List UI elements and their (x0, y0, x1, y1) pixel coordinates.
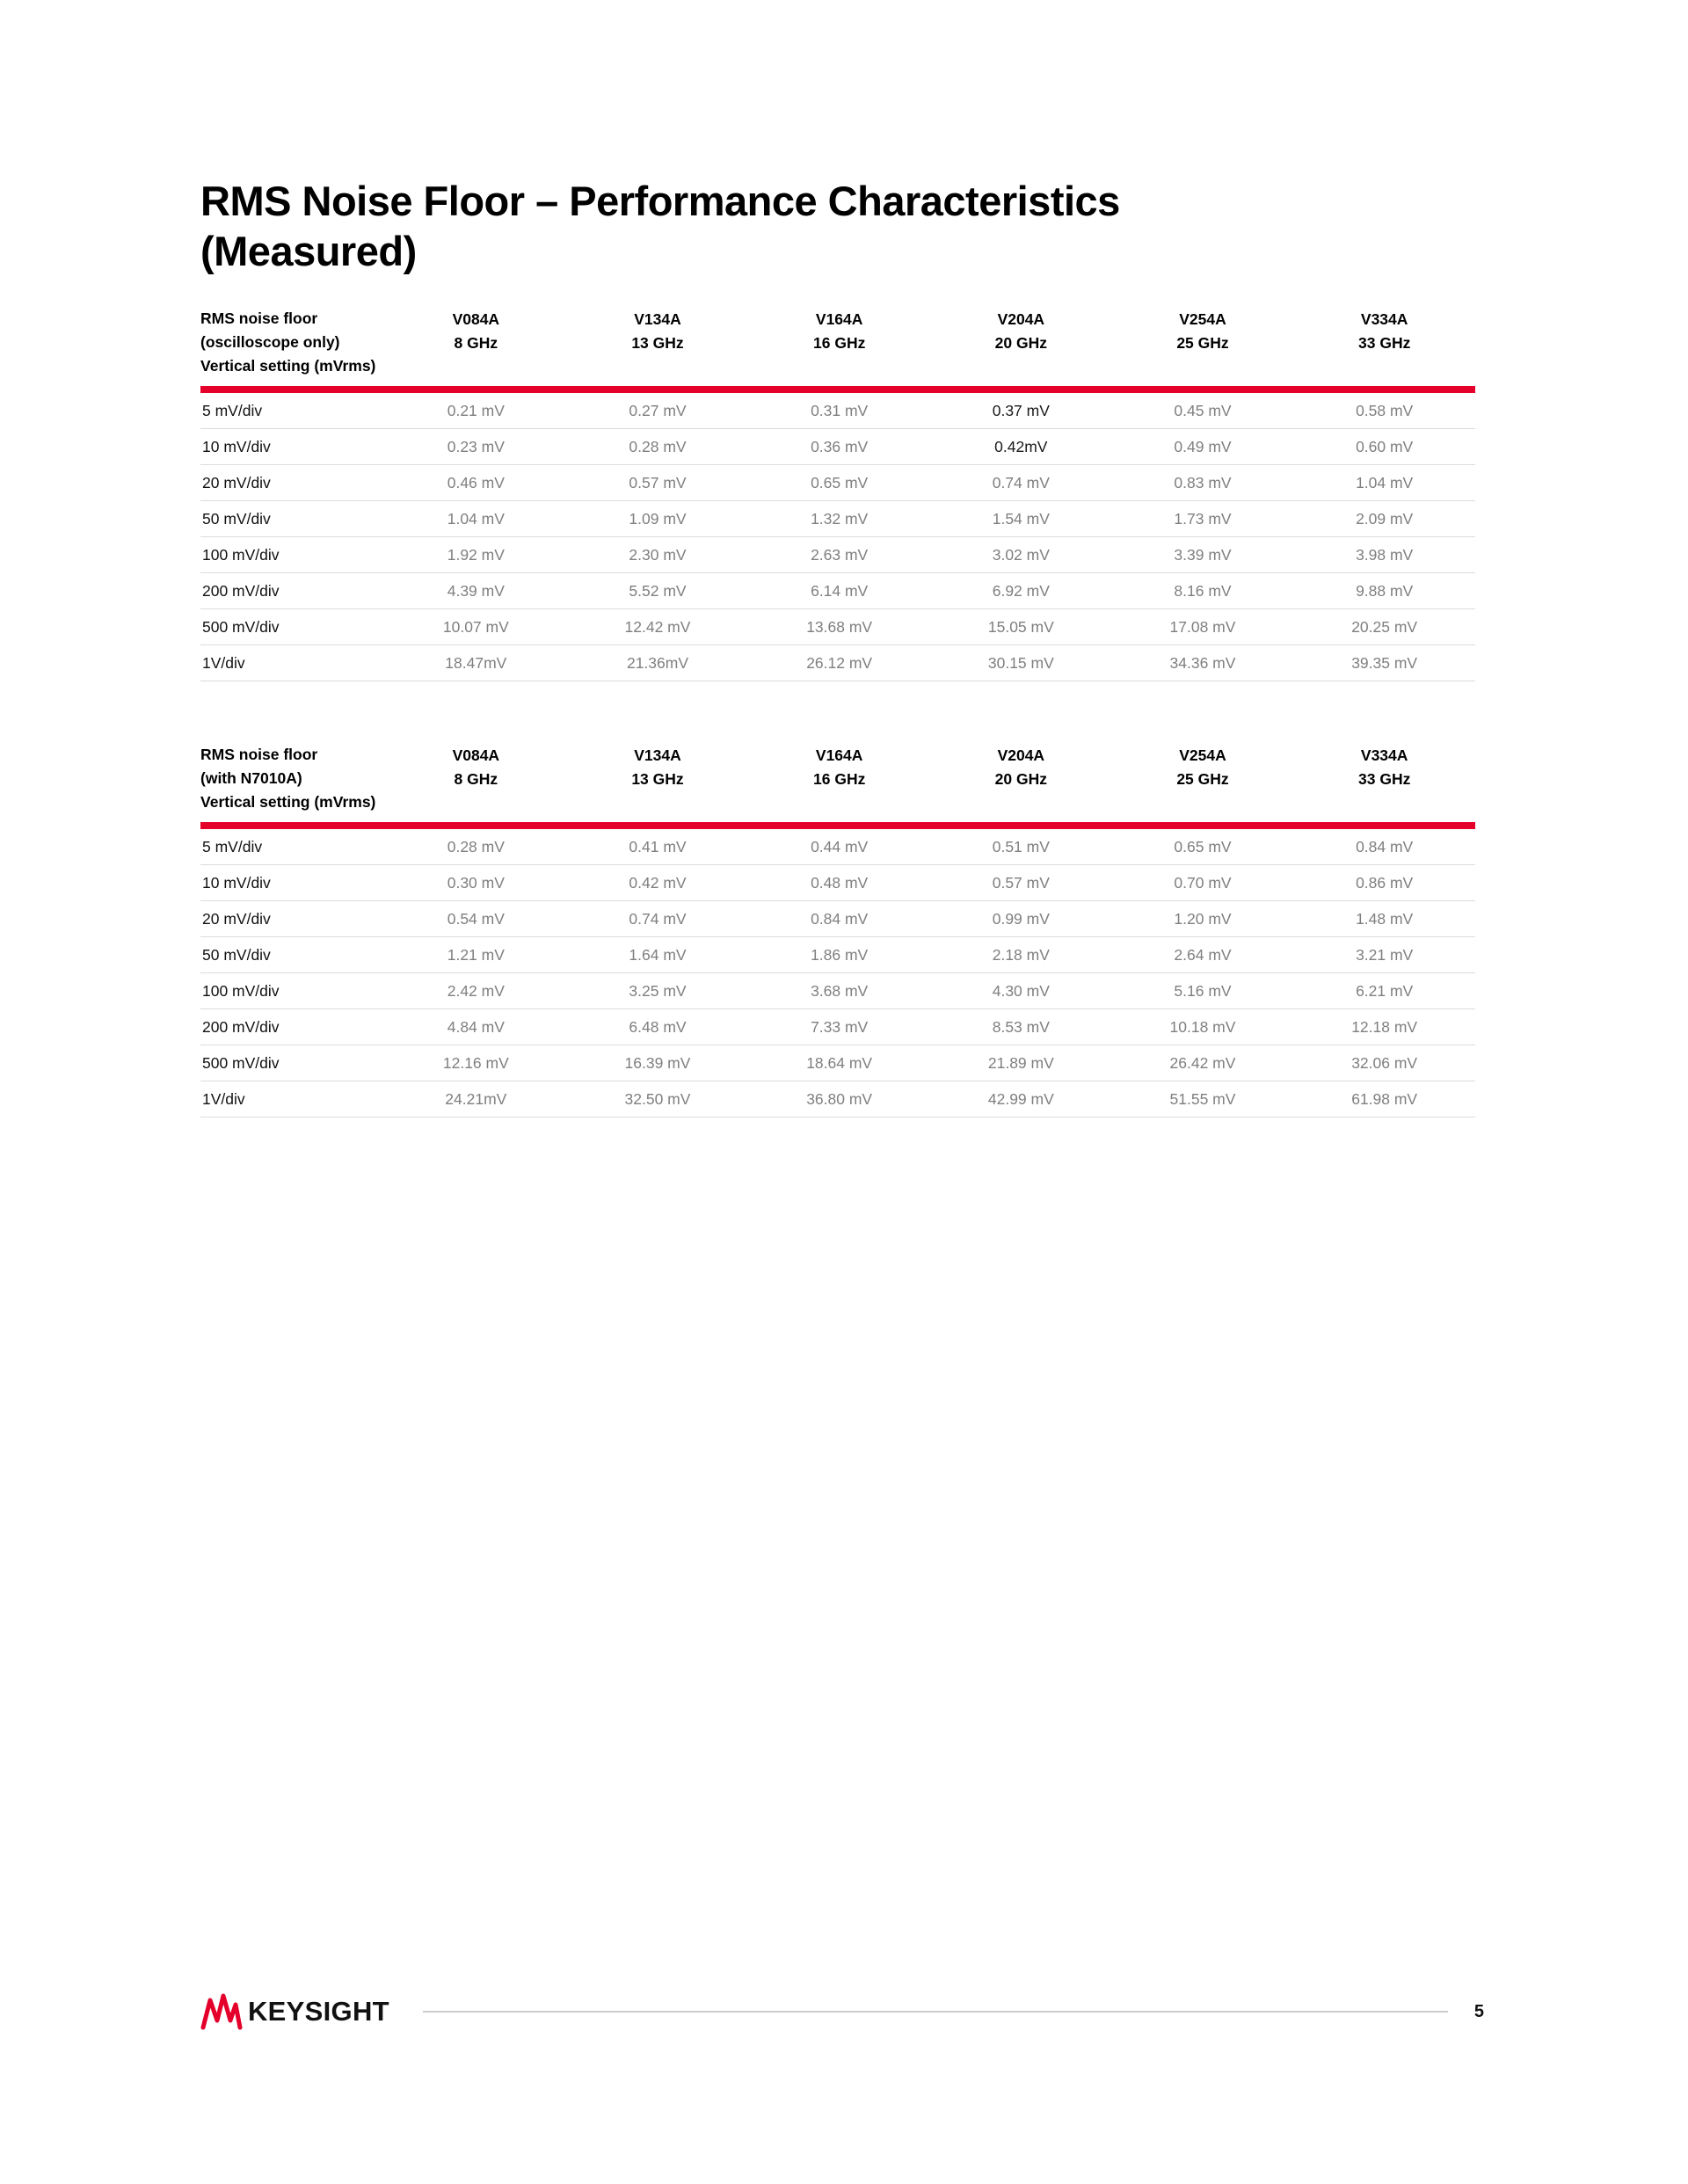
value-cell: 16.39 mV (624, 1053, 691, 1072)
column-frequency: 20 GHz (994, 770, 1047, 789)
value-cell: 12.42 mV (624, 617, 691, 636)
table-row (200, 829, 1475, 865)
value-cell: 4.30 mV (992, 981, 1050, 1000)
value-cell: 24.21mV (445, 1089, 507, 1108)
value-cell: 0.27 mV (629, 401, 687, 419)
value-cell: 0.31 mV (811, 401, 869, 419)
column-model: V134A (634, 309, 681, 328)
table-caption (200, 307, 385, 378)
table-row (200, 537, 1475, 573)
value-cell: 8.53 mV (992, 1017, 1050, 1036)
value-cell: 42.99 mV (987, 1089, 1054, 1108)
table-row (200, 573, 1475, 609)
value-cell: 0.83 mV (1174, 473, 1232, 491)
row-label: 500 mV/div (202, 1053, 280, 1072)
table-caption-line: (oscilloscope only) (200, 332, 340, 351)
row-label: 5 mV/div (202, 401, 263, 419)
value-cell: 0.46 mV (447, 473, 505, 491)
value-cell: 0.65 mV (1174, 837, 1232, 855)
column-frequency: 16 GHz (813, 333, 866, 352)
value-cell: 0.60 mV (1356, 437, 1414, 455)
value-cell: 36.80 mV (806, 1089, 873, 1108)
value-cell: 10.18 mV (1169, 1017, 1236, 1036)
column-header-v164a (748, 743, 930, 791)
page-number: 5 (1473, 2001, 1484, 2021)
column-frequency: 16 GHz (813, 770, 866, 789)
value-cell: 32.50 mV (624, 1089, 691, 1108)
table-body (200, 393, 1475, 681)
value-cell: 0.70 mV (1174, 873, 1232, 892)
value-cell: 0.86 mV (1356, 873, 1414, 892)
row-label: 50 mV/div (202, 509, 271, 528)
value-cell: 21.36mV (626, 653, 689, 672)
value-cell: 0.30 mV (447, 873, 505, 892)
value-cell: 6.48 mV (629, 1017, 687, 1036)
value-cell: 18.64 mV (806, 1053, 873, 1072)
value-cell: 0.99 mV (992, 909, 1050, 928)
column-model: V204A (997, 309, 1045, 328)
value-cell: 0.45 mV (1174, 401, 1232, 419)
value-cell: 3.21 mV (1356, 945, 1414, 964)
value-cell: 0.65 mV (811, 473, 869, 491)
footer-divider (423, 2011, 1448, 2013)
column-header-v204a (930, 743, 1112, 791)
value-cell: 0.21 mV (447, 401, 505, 419)
value-cell: 6.92 mV (992, 581, 1050, 600)
value-cell: 1.04 mV (1356, 473, 1414, 491)
table-row (200, 501, 1475, 537)
page-content (200, 176, 1475, 1117)
value-cell: 21.89 mV (987, 1053, 1054, 1072)
value-cell: 1.09 mV (629, 509, 687, 528)
value-cell: 1.54 mV (992, 509, 1050, 528)
value-cell: 12.16 mV (442, 1053, 509, 1072)
value-cell: 0.49 mV (1174, 437, 1232, 455)
value-cell: 0.23 mV (447, 437, 505, 455)
table-rms-noise-oscilloscope-only (200, 307, 1475, 681)
row-label: 100 mV/div (202, 545, 280, 564)
table-header (200, 307, 1475, 386)
value-cell: 0.42mV (994, 437, 1048, 455)
column-model: V334A (1360, 746, 1408, 765)
value-cell: 0.84 mV (1356, 837, 1414, 855)
value-cell: 1.21 mV (447, 945, 505, 964)
column-header-v164a (748, 307, 930, 355)
row-label: 200 mV/div (202, 1017, 280, 1036)
column-frequency: 33 GHz (1358, 770, 1411, 789)
value-cell: 26.42 mV (1169, 1053, 1236, 1072)
column-header-v084a (385, 743, 567, 791)
column-header-v084a (385, 307, 567, 355)
keysight-logo (200, 1993, 389, 2030)
column-frequency: 8 GHz (454, 333, 498, 352)
value-cell: 51.55 mV (1169, 1089, 1236, 1108)
value-cell: 0.57 mV (992, 873, 1050, 892)
value-cell: 3.98 mV (1356, 545, 1414, 564)
column-frequency: 8 GHz (454, 770, 498, 789)
value-cell: 0.57 mV (629, 473, 687, 491)
value-cell: 0.58 mV (1356, 401, 1414, 419)
keysight-spark-icon (200, 1993, 243, 2030)
value-cell: 7.33 mV (811, 1017, 869, 1036)
value-cell: 8.16 mV (1174, 581, 1232, 600)
row-label: 100 mV/div (202, 981, 280, 1000)
value-cell: 4.84 mV (447, 1017, 505, 1036)
value-cell: 1.73 mV (1174, 509, 1232, 528)
value-cell: 10.07 mV (442, 617, 509, 636)
value-cell: 0.37 mV (992, 401, 1050, 419)
value-cell: 2.09 mV (1356, 509, 1414, 528)
column-header-v334a (1293, 743, 1475, 791)
table-row (200, 1009, 1475, 1045)
header-accent-bar (200, 822, 1475, 829)
row-label: 1V/div (202, 1089, 245, 1108)
column-header-v134a (567, 307, 749, 355)
value-cell: 6.14 mV (811, 581, 869, 600)
row-label: 500 mV/div (202, 617, 280, 636)
row-label: 10 mV/div (202, 437, 271, 455)
value-cell: 3.39 mV (1174, 545, 1232, 564)
value-cell: 1.92 mV (447, 545, 505, 564)
table-header (200, 743, 1475, 822)
table-row (200, 429, 1475, 465)
table-caption-line: Vertical setting (mVrms) (200, 356, 376, 375)
table-row (200, 465, 1475, 501)
value-cell: 1.48 mV (1356, 909, 1414, 928)
table-row (200, 609, 1475, 645)
column-model: V134A (634, 746, 681, 765)
value-cell: 4.39 mV (447, 581, 505, 600)
page-title-line1: RMS Noise Floor – Performance Characteristics (200, 178, 1120, 224)
value-cell: 61.98 mV (1351, 1089, 1418, 1108)
value-cell: 32.06 mV (1351, 1053, 1418, 1072)
value-cell: 0.42 mV (629, 873, 687, 892)
value-cell: 0.36 mV (811, 437, 869, 455)
column-frequency: 20 GHz (994, 333, 1047, 352)
value-cell: 1.32 mV (811, 509, 869, 528)
column-model: V334A (1360, 309, 1408, 328)
value-cell: 26.12 mV (806, 653, 873, 672)
value-cell: 0.48 mV (811, 873, 869, 892)
table-row (200, 1081, 1475, 1117)
value-cell: 0.51 mV (992, 837, 1050, 855)
value-cell: 0.44 mV (811, 837, 869, 855)
column-frequency: 13 GHz (631, 770, 684, 789)
value-cell: 1.64 mV (629, 945, 687, 964)
page-footer (200, 1989, 1484, 2035)
value-cell: 0.84 mV (811, 909, 869, 928)
value-cell: 5.52 mV (629, 581, 687, 600)
brand-name: KEYSIGHT (248, 1996, 389, 2027)
value-cell: 13.68 mV (806, 617, 873, 636)
table-rms-noise-with-n7010a (200, 743, 1475, 1117)
value-cell: 2.64 mV (1174, 945, 1232, 964)
column-header-v134a (567, 743, 749, 791)
column-header-v334a (1293, 307, 1475, 355)
value-cell: 2.30 mV (629, 545, 687, 564)
value-cell: 39.35 mV (1351, 653, 1418, 672)
value-cell: 0.28 mV (629, 437, 687, 455)
value-cell: 3.68 mV (811, 981, 869, 1000)
value-cell: 9.88 mV (1356, 581, 1414, 600)
value-cell: 2.18 mV (992, 945, 1050, 964)
value-cell: 0.41 mV (629, 837, 687, 855)
row-label: 1V/div (202, 653, 245, 672)
row-label: 50 mV/div (202, 945, 271, 964)
value-cell: 0.54 mV (447, 909, 505, 928)
table-row (200, 901, 1475, 937)
value-cell: 0.28 mV (447, 837, 505, 855)
value-cell: 0.74 mV (629, 909, 687, 928)
table-row (200, 393, 1475, 429)
column-frequency: 13 GHz (631, 333, 684, 352)
value-cell: 1.86 mV (811, 945, 869, 964)
table-row (200, 1045, 1475, 1081)
row-label: 20 mV/div (202, 909, 271, 928)
value-cell: 12.18 mV (1351, 1017, 1418, 1036)
table-row (200, 973, 1475, 1009)
column-model: V164A (815, 746, 863, 765)
column-frequency: 33 GHz (1358, 333, 1411, 352)
column-frequency: 25 GHz (1176, 770, 1229, 789)
value-cell: 6.21 mV (1356, 981, 1414, 1000)
row-label: 20 mV/div (202, 473, 271, 491)
table-row (200, 937, 1475, 973)
value-cell: 3.25 mV (629, 981, 687, 1000)
header-accent-bar (200, 386, 1475, 393)
table-row (200, 645, 1475, 681)
column-header-v254a (1112, 307, 1294, 355)
value-cell: 2.42 mV (447, 981, 505, 1000)
row-label: 10 mV/div (202, 873, 271, 892)
page-title-line2: (Measured) (200, 228, 417, 275)
table-caption-line: (with N7010A) (200, 769, 302, 788)
value-cell: 18.47mV (445, 653, 507, 672)
value-cell: 1.04 mV (447, 509, 505, 528)
table-caption-line: Vertical setting (mVrms) (200, 793, 376, 812)
value-cell: 20.25 mV (1351, 617, 1418, 636)
column-model: V254A (1179, 746, 1226, 765)
column-header-v204a (930, 307, 1112, 355)
column-frequency: 25 GHz (1176, 333, 1229, 352)
column-model: V084A (452, 746, 500, 765)
value-cell: 2.63 mV (811, 545, 869, 564)
table-row (200, 865, 1475, 901)
value-cell: 0.74 mV (992, 473, 1050, 491)
table-caption (200, 743, 385, 814)
row-label: 200 mV/div (202, 581, 280, 600)
row-label: 5 mV/div (202, 837, 263, 855)
column-model: V164A (815, 309, 863, 328)
column-model: V254A (1179, 309, 1226, 328)
value-cell: 5.16 mV (1174, 981, 1232, 1000)
table-caption-line: RMS noise floor (200, 309, 318, 327)
page-title (200, 176, 1475, 277)
column-header-v254a (1112, 743, 1294, 791)
value-cell: 17.08 mV (1169, 617, 1236, 636)
table-caption-line: RMS noise floor (200, 746, 318, 764)
value-cell: 34.36 mV (1169, 653, 1236, 672)
value-cell: 3.02 mV (992, 545, 1050, 564)
column-model: V084A (452, 309, 500, 328)
value-cell: 1.20 mV (1174, 909, 1232, 928)
column-model: V204A (997, 746, 1045, 765)
table-body (200, 829, 1475, 1117)
value-cell: 30.15 mV (987, 653, 1054, 672)
value-cell: 15.05 mV (987, 617, 1054, 636)
